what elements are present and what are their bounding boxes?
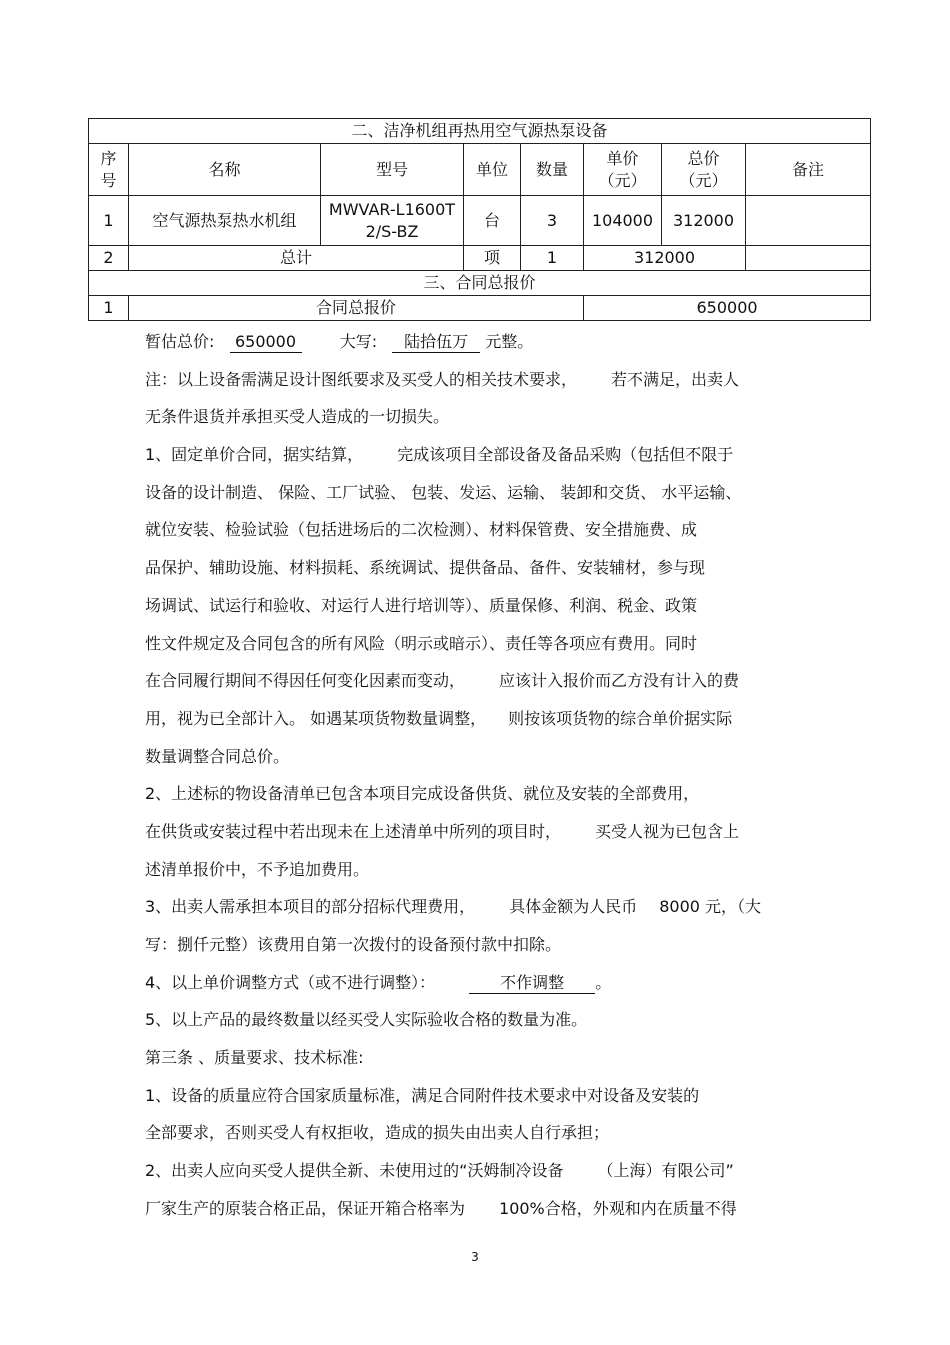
note-text: 若不满足，出卖人: [611, 369, 740, 389]
header-model: 型号: [321, 144, 464, 196]
note-line-1: [145, 361, 825, 399]
section-2-title: 二、洁净机组再热用空气源热泵设备: [89, 119, 871, 144]
estimate-suffix: 元整。: [485, 332, 534, 351]
article-3-title: 第三条 、质量要求、技术标准:: [145, 1048, 364, 1068]
clause-text: 。: [595, 972, 612, 992]
clause-2-line: 2、上述标的物设备清单已包含本项目完成设备供货、就位及安装的全部费用，: [145, 784, 700, 804]
table-row: [89, 196, 871, 246]
article-3-line: [145, 1190, 825, 1228]
estimate-line: [145, 323, 825, 361]
note-text: 注：以上设备需满足设计图纸要求及买受人的相关技术要求，: [145, 369, 578, 389]
clause-text: 具体金额为人民币: [509, 897, 638, 917]
clause-text: 买受人视为已包含上: [595, 821, 740, 841]
estimate-capital-label: 大写:: [339, 332, 378, 351]
clause-1-line: 性文件规定及合同包含的所有风险（明示或暗示）、责任等各项应有费用。同时: [145, 633, 698, 653]
header-unit-price: 单价（元）: [584, 144, 662, 196]
article-3-line: 1、设备的质量应符合国家质量标准，满足合同附件技术要求中对设备及安装的: [145, 1085, 700, 1105]
clause-5-line: 5、以上产品的最终数量以经买受人实际验收合格的数量为准。: [145, 1010, 588, 1030]
row1-qty: 3: [521, 196, 584, 246]
section-3-title: 三、合同总报价: [89, 271, 871, 296]
clause-text: 在合同履行期间不得因任何变化因素而变动，: [145, 671, 466, 691]
row2-seq: 2: [89, 246, 129, 271]
row2-unit: 项: [464, 246, 521, 271]
clause-text: 4、以上单价调整方式（或不进行调整）：: [145, 972, 436, 992]
clause-1-line: [145, 436, 825, 474]
clause-1-line: 设备的设计制造、 保险、工厂试验、 包装、发运、运输、 装卸和交货、 水平运输、: [145, 482, 742, 502]
estimate-capital-value: 陆拾伍万: [392, 332, 480, 353]
table-row: [89, 296, 871, 321]
clause-text: 100%合格，外观和内在质量不得: [499, 1198, 737, 1218]
clause-text: 1、固定单价合同，据实结算，: [145, 445, 364, 465]
clause-text: 厂家生产的原装合格正品，保证开箱合格率为: [145, 1198, 466, 1218]
clause-4-value: 不作调整: [469, 973, 595, 994]
clause-text: 则按该项货物的综合单价据实际: [508, 708, 733, 728]
row1-unit-price: 104000: [584, 196, 662, 246]
header-unit: 单位: [464, 144, 521, 196]
article-3-line: 全部要求，否则买受人有权拒收，造成的损失由出卖人自行承担；: [145, 1123, 610, 1143]
row1-remark: [746, 196, 871, 246]
clause-text: 2、出卖人应向买受人提供全新、未使用过的“沃姆制冷设备: [145, 1161, 564, 1181]
estimate-value: 650000: [230, 332, 302, 353]
row1-name: 空气源热泵热水机组: [129, 196, 321, 246]
clause-4-line: [145, 964, 825, 1002]
row1-seq: 1: [89, 196, 129, 246]
clause-3-line: [145, 888, 825, 926]
equipment-price-table: [88, 118, 871, 321]
row1-total-price: 312000: [662, 196, 746, 246]
clause-2-line: [145, 813, 825, 851]
contract-body: [145, 323, 825, 1228]
clause-1-line: 场调试、试运行和验收、对运行人进行培训等）、质量保修、利润、税金、政策: [145, 595, 698, 615]
clause-3-line: 写：捌仟元整）该费用自第一次拨付的设备预付款中扣除。: [145, 935, 562, 954]
row1-model: MWVAR-L1600T2/S-BZ: [321, 196, 464, 246]
row3-label: 合同总报价: [129, 296, 584, 321]
row2-amount: 312000: [584, 246, 746, 271]
clause-1-line: 就位安装、检验试验（包括进场后的二次检测）、材料保管费、安全措施费、成: [145, 520, 698, 540]
clause-text: 应该计入报价而乙方没有计入的费: [499, 671, 740, 691]
clause-1-line: 品保护、辅助设施、材料损耗、系统调试、提供备品、备件、安装辅材，参与现: [145, 558, 706, 578]
header-remark: 备注: [746, 144, 871, 196]
note-line-2: 无条件退货并承担买受人造成的一切损失。: [145, 407, 450, 427]
clause-text: 完成该项目全部设备及备品采购（包括但不限于: [397, 445, 734, 465]
clause-text: （上海）有限公司”: [597, 1161, 734, 1181]
header-seq: 序号: [89, 144, 129, 196]
clause-text: 8000 元，（大: [659, 897, 762, 917]
row2-remark: [746, 246, 871, 271]
clause-text: 3、出卖人需承担本项目的部分招标代理费用，: [145, 897, 476, 917]
clause-1-line: [145, 700, 825, 738]
clause-1-line: [145, 662, 825, 700]
header-qty: 数量: [521, 144, 584, 196]
row1-unit: 台: [464, 196, 521, 246]
page-number: 3: [471, 1250, 479, 1264]
clause-text: 用，视为已全部计入。 如遇某项货物数量调整，: [145, 708, 487, 728]
clause-text: 在供货或安装过程中若出现未在上述清单中所列的项目时，: [145, 821, 562, 841]
row2-qty: 1: [521, 246, 584, 271]
clause-1-line: 数量调整合同总价。: [145, 746, 290, 766]
header-name: 名称: [129, 144, 321, 196]
row3-amount: 650000: [584, 296, 871, 321]
row2-label: 总计: [129, 246, 464, 271]
table-row: [89, 246, 871, 271]
clause-2-line: 述清单报价中，不予追加费用。: [145, 859, 370, 879]
article-3-line: [145, 1152, 825, 1190]
header-total-price: 总价（元）: [662, 144, 746, 196]
row3-seq: 1: [89, 296, 129, 321]
estimate-label: 暂估总价:: [145, 332, 215, 351]
